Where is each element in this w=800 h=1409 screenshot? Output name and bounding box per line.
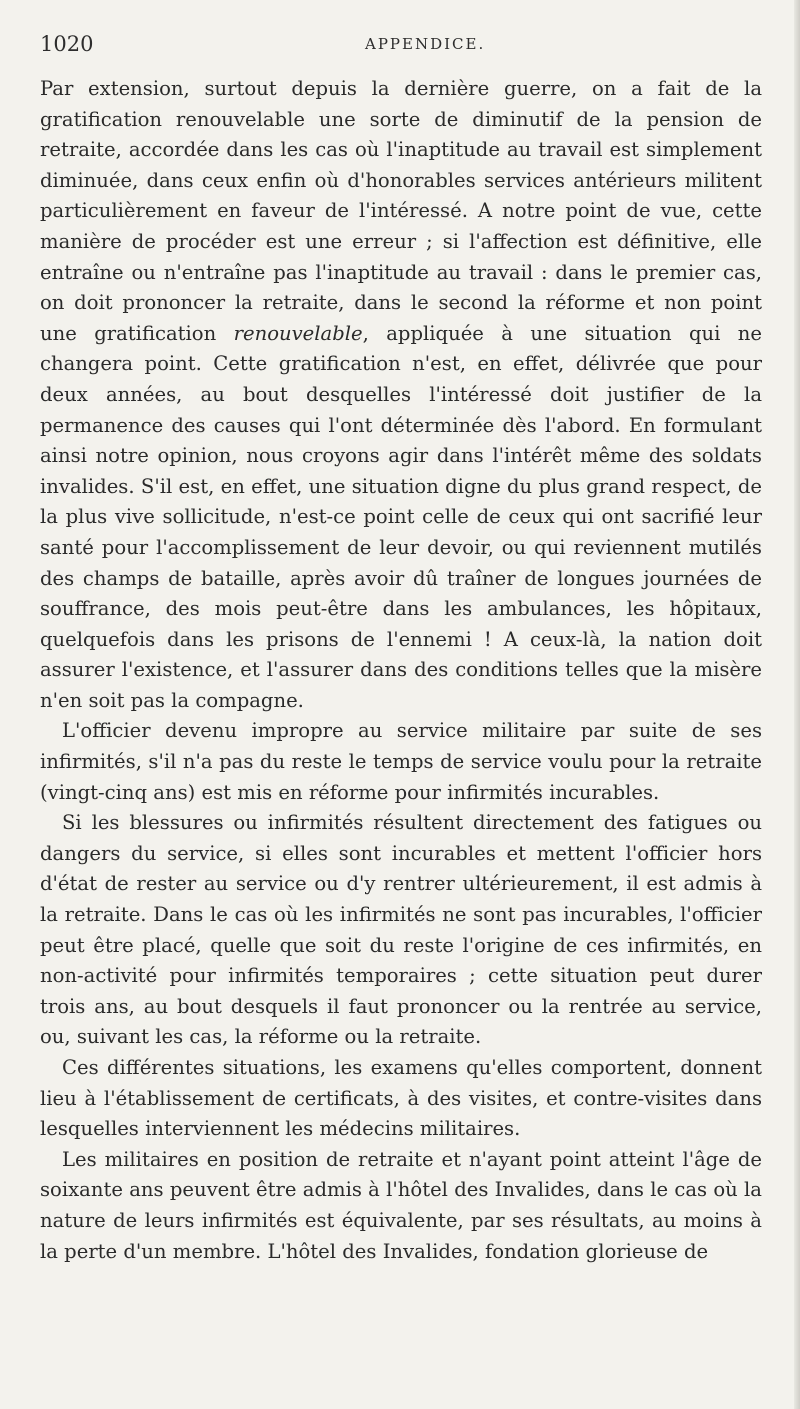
paragraph-blessures: Si les blessures ou infirmités résultent directement des fatigues ou dangers du service, si elles sont incurables et mettent l'officier hors d'état de rester au service ou d'y rentrer ultérieurement, il est admis à la retraite. Dans le cas où les infirmités ne sont pas incurables, l'officier peut être placé, quelle que soit du reste l'origine de ces infirmités, en non-activité pour infirmités temporaires ; cette situation peut durer trois ans, au bout desquels il faut prononcer ou la rentrée au service, ou, suivant les cas, la réforme ou la retraite. — [40, 811, 762, 1049]
paragraph-invalides: Les militaires en position de retraite et n'ayant point atteint l'âge de soixante ans peuvent être admis à l'hôtel des Invalides, dans le cas où la nature de leurs infirmités est équivalente, par ses résultats, au moins à la perte d'un membre. L'hôtel des Invalides, fondation glorieuse de — [40, 1147, 762, 1263]
body-text — [40, 74, 762, 1267]
page-header — [40, 24, 760, 64]
paragraph-situations: Ces différentes situations, les examens qu'elles comportent, donnent lieu à l'établissement de certificats, à des visites, et contre-visites dans lesquelles interviennent les médecins militaires. — [40, 1056, 762, 1141]
paragraph-gratification — [40, 74, 762, 716]
page-number: 1020 — [40, 32, 94, 56]
paragraph-text: Par extension, surtout depuis la dernière guerre, on a fait de la gratification renouvelable une sorte de diminutif de la pension de retraite, accordée dans les cas où l'inaptitude au travail est simplement diminuée, dans ceux enfin où d'honorables services antérieurs militent particulièrement en faveur de l'intéressé. A notre point de vue, cette manière de procéder est une erreur ; si l'affection est définitive, elle entraîne ou n'entraîne pas l'inaptitude au travail : dans le premier cas, on doit prononcer la retraite, dans le second la réforme et non point une gratification — [40, 77, 762, 345]
emphasis-renouvelable: renouvelable — [233, 321, 363, 345]
running-head: APPENDICE. — [365, 35, 486, 53]
paragraph-officier-reforme: L'officier devenu impropre au service militaire par suite de ses infirmités, s'il n'a pas du reste le temps de service voulu pour la retraite (vingt-cinq ans) est mis en réforme pour infirmités incurables. — [40, 719, 762, 804]
paragraph-text: , appliquée à une situation qui ne changera point. Cette gratification n'est, en effet, délivrée que pour deux années, au bout desquelles l'intéressé doit justifier de la permanence des causes qui l'ont déterminée dès l'abord. En formulant ainsi notre opinion, nous croyons agir dans l'intérêt même des soldats invalides. S'il est, en effet, une situation digne du plus grand respect, de la plus vive sollicitude, n'est-ce point celle de ceux qui ont sacrifié leur santé pour l'accomplissement de leur devoir, ou qui reviennent mutilés des champs de bataille, après avoir dû traîner de longues journées de souffrance, des mois peut-être dans les ambulances, les hôpitaux, quelquefois dans les prisons de l'ennemi ! A ceux-là, la nation doit assurer l'existence, et l'assurer dans des conditions telles que la misère n'en soit pas la compagne. — [40, 321, 762, 712]
page-edge-shadow — [794, 0, 800, 1409]
